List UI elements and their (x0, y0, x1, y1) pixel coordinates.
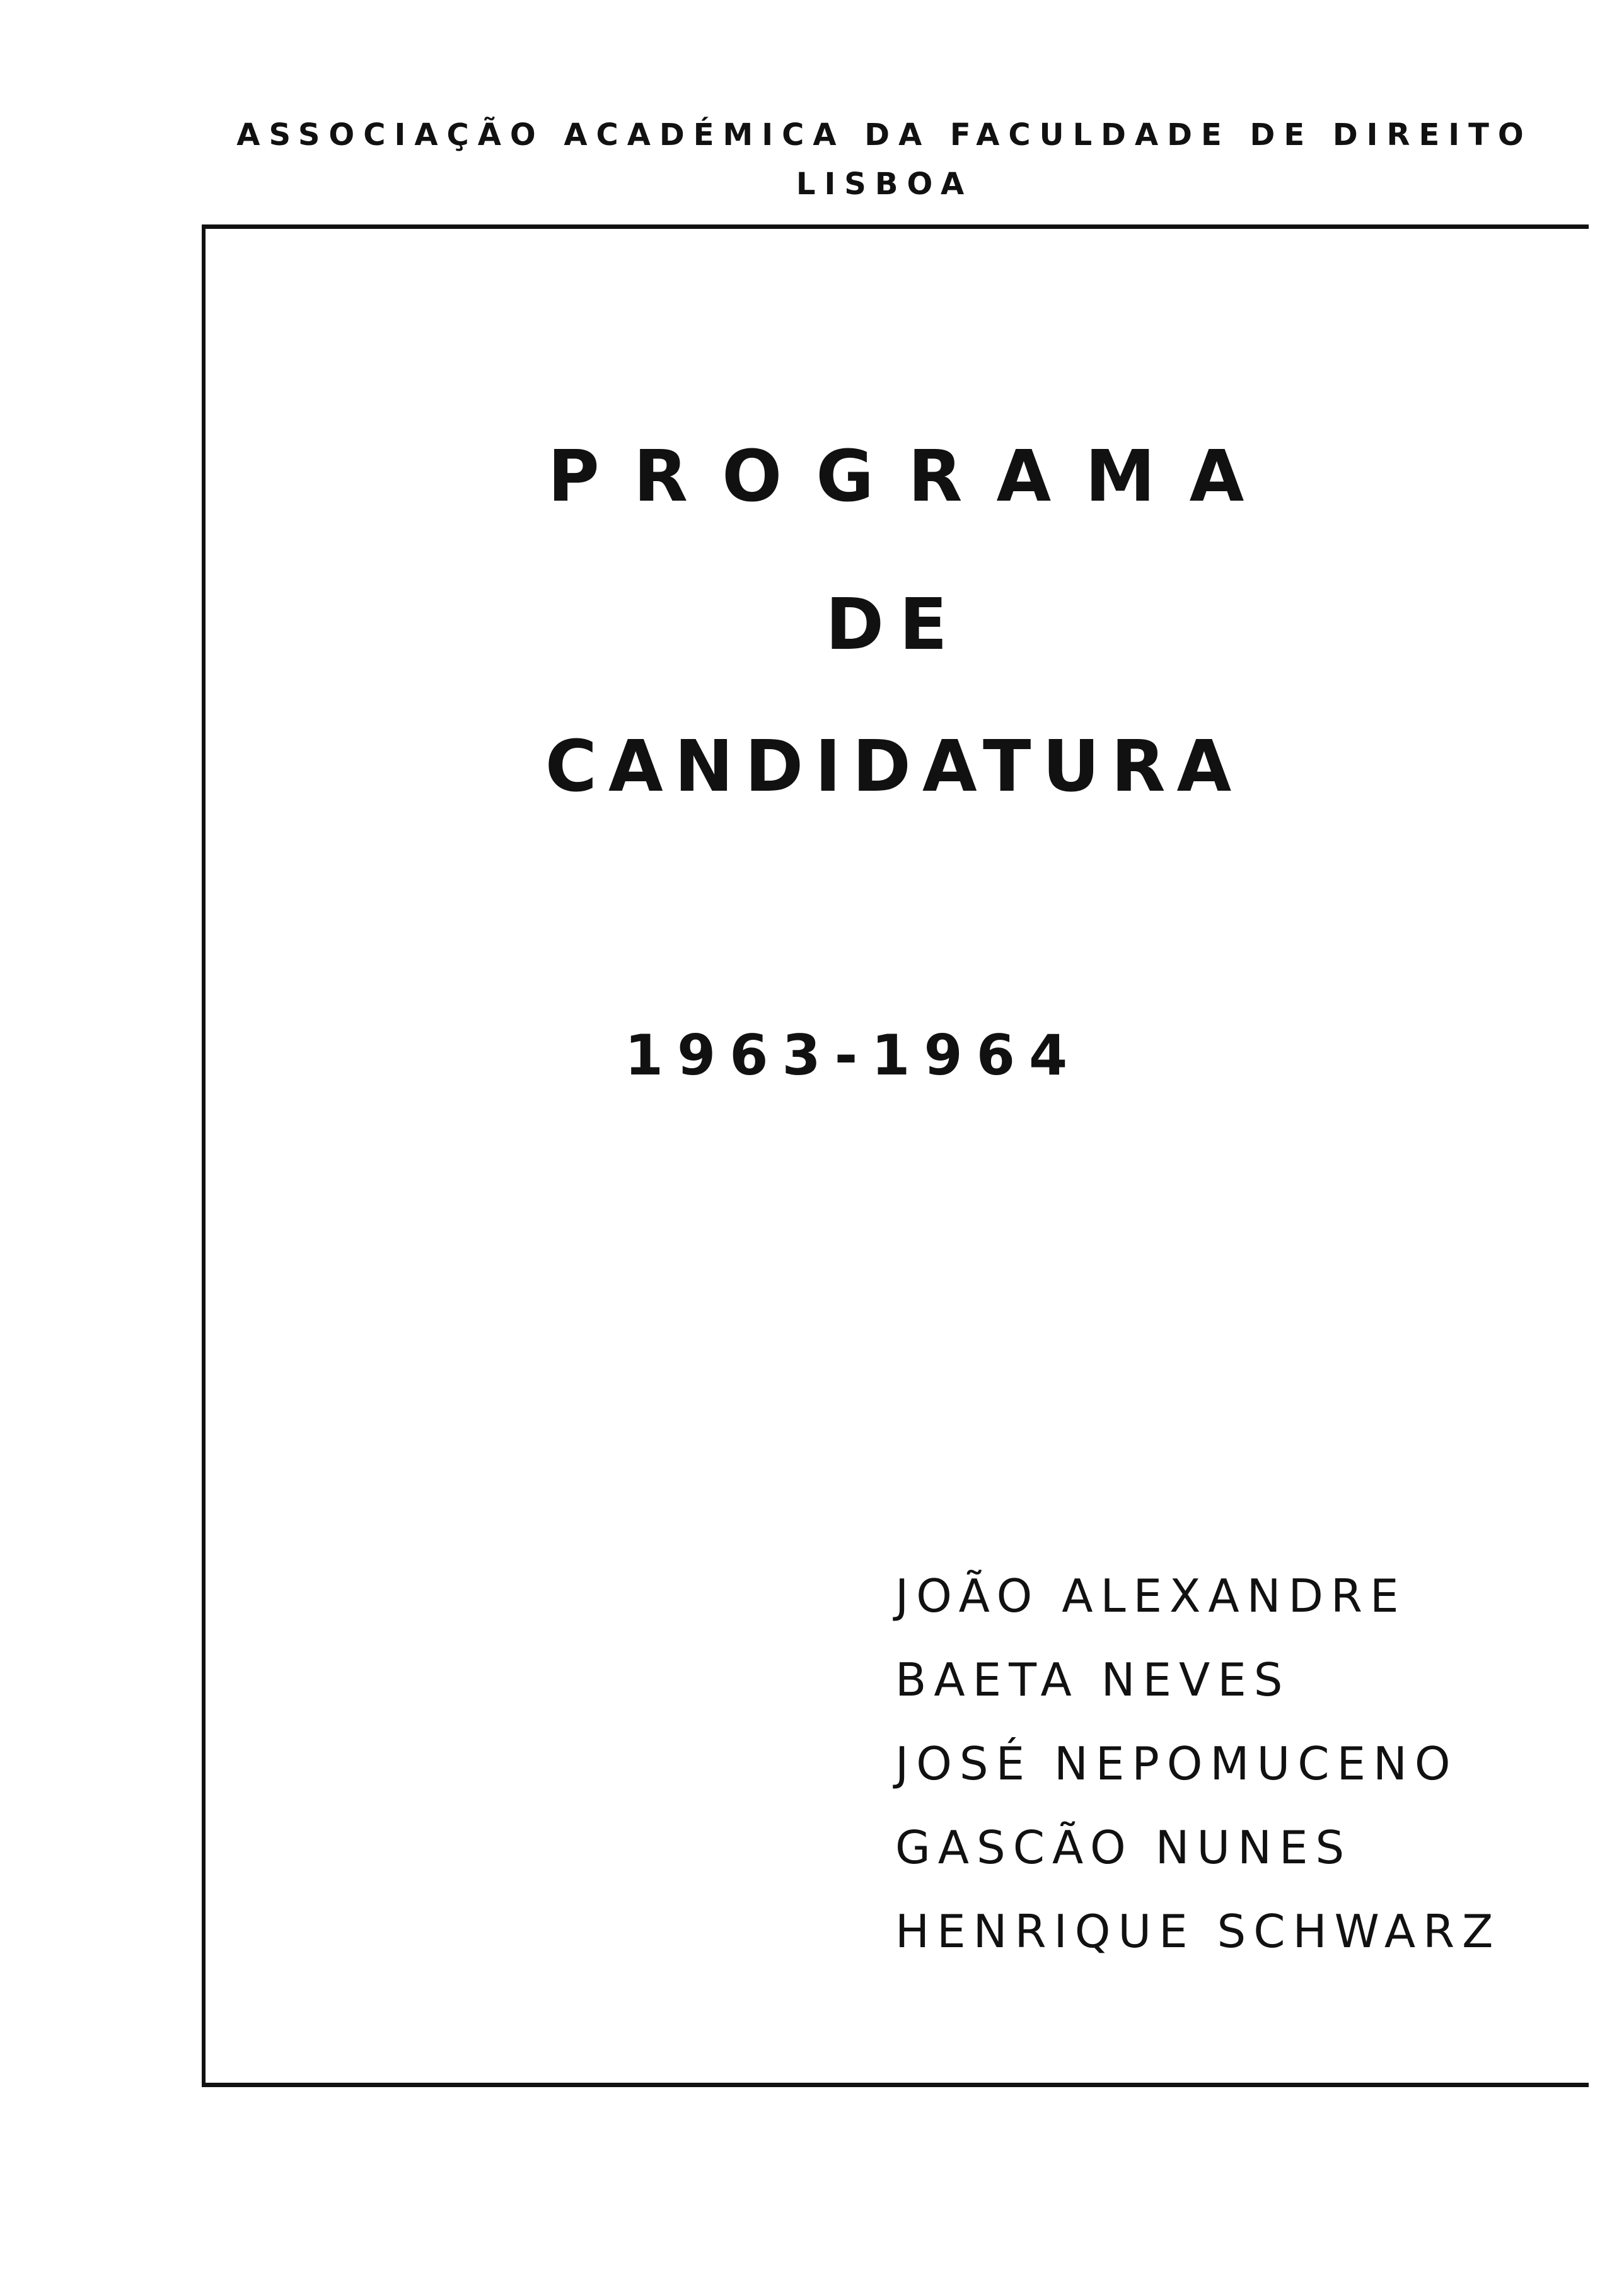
title-line-candidatura: CANDIDATURA (545, 726, 1243, 808)
candidate-name: JOÃO ALEXANDRE (895, 1569, 1406, 1622)
institution-heading: ASSOCIAÇÃO ACADÉMICA DA FACULDADE DE DIREITO (236, 117, 1533, 153)
candidate-name: GASCÃO NUNES (895, 1821, 1352, 1874)
title-line-programa: PROGRAMA (547, 436, 1279, 518)
candidate-name: HENRIQUE SCHWARZ (895, 1905, 1501, 1958)
candidate-list (895, 1554, 1500, 1974)
academic-years: 1963-1964 (624, 1023, 1082, 1088)
candidate-name: JOSÉ NEPOMUCENO (895, 1737, 1458, 1790)
city-heading: LISBOA (796, 166, 973, 202)
title-line-de: DE (825, 584, 963, 666)
candidate-name: BAETA NEVES (895, 1653, 1290, 1706)
